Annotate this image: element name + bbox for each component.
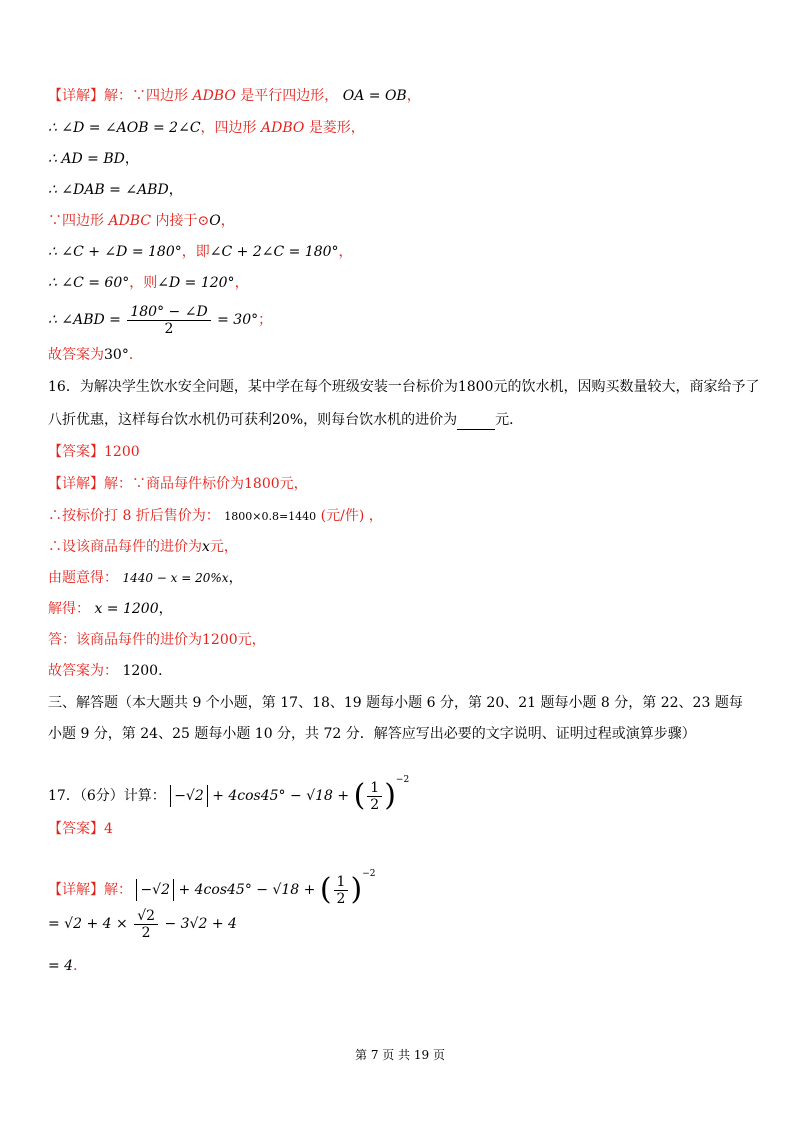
q16-detail-5: 解得： x = 1200， xyxy=(48,601,173,617)
answer-tag: 【答案】 xyxy=(48,444,104,460)
q16-detail-1: 【详解】解：∵商品每件标价为1800元， xyxy=(48,476,308,492)
fraction: $\frac{1}{2}$ xyxy=(334,874,349,907)
q15-line-8: ∴ ∠ABD = $\frac{180^\circ - \angle D}{2}$ = 30°； xyxy=(48,303,273,337)
q17-step-2: = 4． xyxy=(48,958,88,974)
q17-answer: 【答案】4 xyxy=(48,821,113,837)
fraction: $\frac{1}{2}$ xyxy=(367,780,382,813)
detail-tag: 【详解】 xyxy=(48,88,104,104)
q16-detail-6: 答：该商品每件的进价为1200元， xyxy=(48,632,266,648)
q15-line-6: ∴ ∠C + ∠D = 180°，即∠C + 2∠C = 180°， xyxy=(48,244,353,260)
q15-line-2: ∴ ∠D = ∠AOB = 2∠C，四边形 ADBO 是菱形， xyxy=(48,120,365,136)
fraction: $\frac{√2}{2}$ xyxy=(134,908,158,941)
answer-blank xyxy=(457,415,495,430)
q15-line-3: ∴ AD = BD， xyxy=(48,151,139,167)
q16-stem-2: 八折优惠，这样每台饮水机仍可获利20%，则每台饮水机的进价为 元． xyxy=(48,412,524,428)
detail-tag: 【详解】 xyxy=(48,476,104,492)
q17-stem: 17．（6分）计算： −√2 + 4cos45° − √18 + ( $\frac{1}{2}$ )$^{-2}$ xyxy=(48,775,410,813)
q16-stem-1: 16．为解决学生饮水安全问题，某中学在每个班级安装一台标价为1800元的饮水机，因购买数量较大，商家给予了 xyxy=(48,379,760,395)
section-3-heading-2: 小题 9 分，第 24、25 题每小题 10 分，共 72 分．解答应写出必要的文字说明、证明过程或演算步骤） xyxy=(48,726,696,742)
q16-detail-7: 故答案为： 1200． xyxy=(48,663,173,679)
section-3-heading-1: 三、解答题（本大题共 9 个小题，第 17、18、19 题每小题 6 分，第 20、21 题每小题 8 分，第 22、23 题每 xyxy=(48,695,743,711)
q15-line-1: 【详解】解：∵四边形 ADBO 是平行四边形， OA = OB， xyxy=(48,88,421,104)
q15-line-7: ∴ ∠C = 60°，则∠D = 120°， xyxy=(48,275,249,291)
q16-detail-4: 由题意得： 1440 − x = 20%x， xyxy=(48,570,243,586)
detail-tag: 【详解】 xyxy=(48,882,104,898)
q16-detail-2: ∴按标价打 8 折后售价为： 1800×0.8=1440 (元/件) ， xyxy=(48,508,383,524)
q15-line-5: ∵四边形 ADBC 内接于⊙O， xyxy=(48,213,235,229)
absolute-value: −√2 xyxy=(170,785,208,807)
q17-step-1: = √2 + 4 × $\frac{√2}{2}$ − 3√2 + 4 xyxy=(48,907,237,941)
q16-answer: 【答案】1200 xyxy=(48,444,140,460)
q17-detail: 【详解】解： −√2 + 4cos45° − √18 + ( $\frac{1}{2}$ )$^{-2}$ xyxy=(48,869,376,907)
q15-answer: 故答案为30°． xyxy=(48,347,143,363)
q15-line-4: ∴ ∠DAB = ∠ABD， xyxy=(48,182,183,198)
page-footer: 第 7 页 共 19 页 xyxy=(355,1048,445,1062)
answer-tag: 【答案】 xyxy=(48,821,104,837)
q16-detail-3: ∴设该商品每件的进价为x元， xyxy=(48,539,238,555)
absolute-value: −√2 xyxy=(136,879,174,901)
fraction: $\frac{180^\circ - \angle D}{2}$ xyxy=(127,304,210,337)
